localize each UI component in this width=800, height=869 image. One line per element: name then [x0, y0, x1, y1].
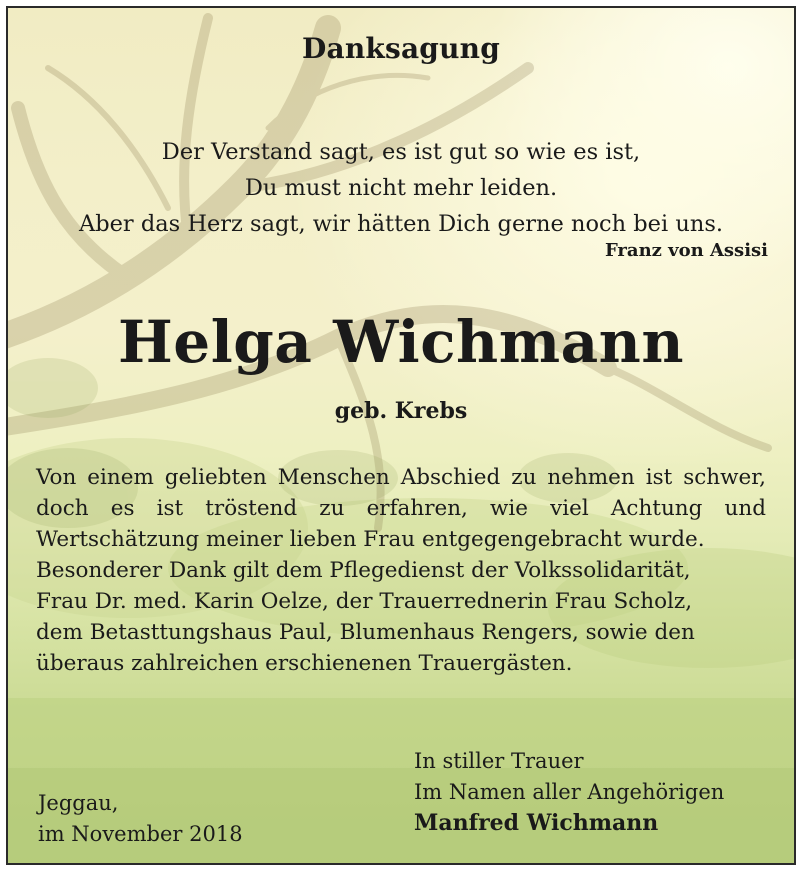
place-date	[38, 788, 243, 850]
signatory-name: Manfred Wichmann	[414, 810, 659, 836]
quote-author: Franz von Assisi	[604, 240, 768, 261]
signature-block	[414, 746, 724, 839]
thanks-line: überaus zahlreichen erschienenen Trauergästen.	[36, 651, 573, 676]
quote-line: Der Verstand sagt, es ist gut so wie es ist,	[161, 139, 641, 165]
heading-danksagung: Danksagung	[302, 32, 500, 65]
date: im November 2018	[38, 822, 243, 846]
paragraph-thanks	[36, 555, 766, 679]
quote-line: Du must nicht mehr leiden.	[244, 175, 558, 201]
quote-line: Aber das Herz sagt, wir hätten Dich gerne noch bei uns.	[78, 211, 724, 237]
birth-name: geb. Krebs	[334, 398, 468, 424]
relatives-line: Im Namen aller Angehörigen	[414, 780, 725, 804]
place: Jeggau,	[38, 791, 119, 815]
mourning-line: In stiller Trauer	[414, 749, 584, 773]
thanks-line: dem Betasttungshaus Paul, Blumenhaus Rengers, sowie den	[36, 620, 695, 645]
obituary-card	[6, 6, 796, 865]
quote-block	[48, 134, 754, 242]
paragraph-farewell: Von einem geliebten Menschen Abschied zu nehmen ist schwer, doch es ist tröstend zu erfahren, wie viel Achtung und Wertschätzung meiner lieben Frau entgegengebracht wurde.	[36, 465, 766, 552]
thanks-line: Frau Dr. med. Karin Oelze, der Trauerrednerin Frau Scholz,	[36, 589, 693, 614]
thanks-line: Besonderer Dank gilt dem Pflegedienst der Volkssolidarität,	[36, 558, 691, 583]
deceased-name: Helga Wichmann	[118, 308, 684, 376]
thank-you-text	[36, 462, 766, 679]
